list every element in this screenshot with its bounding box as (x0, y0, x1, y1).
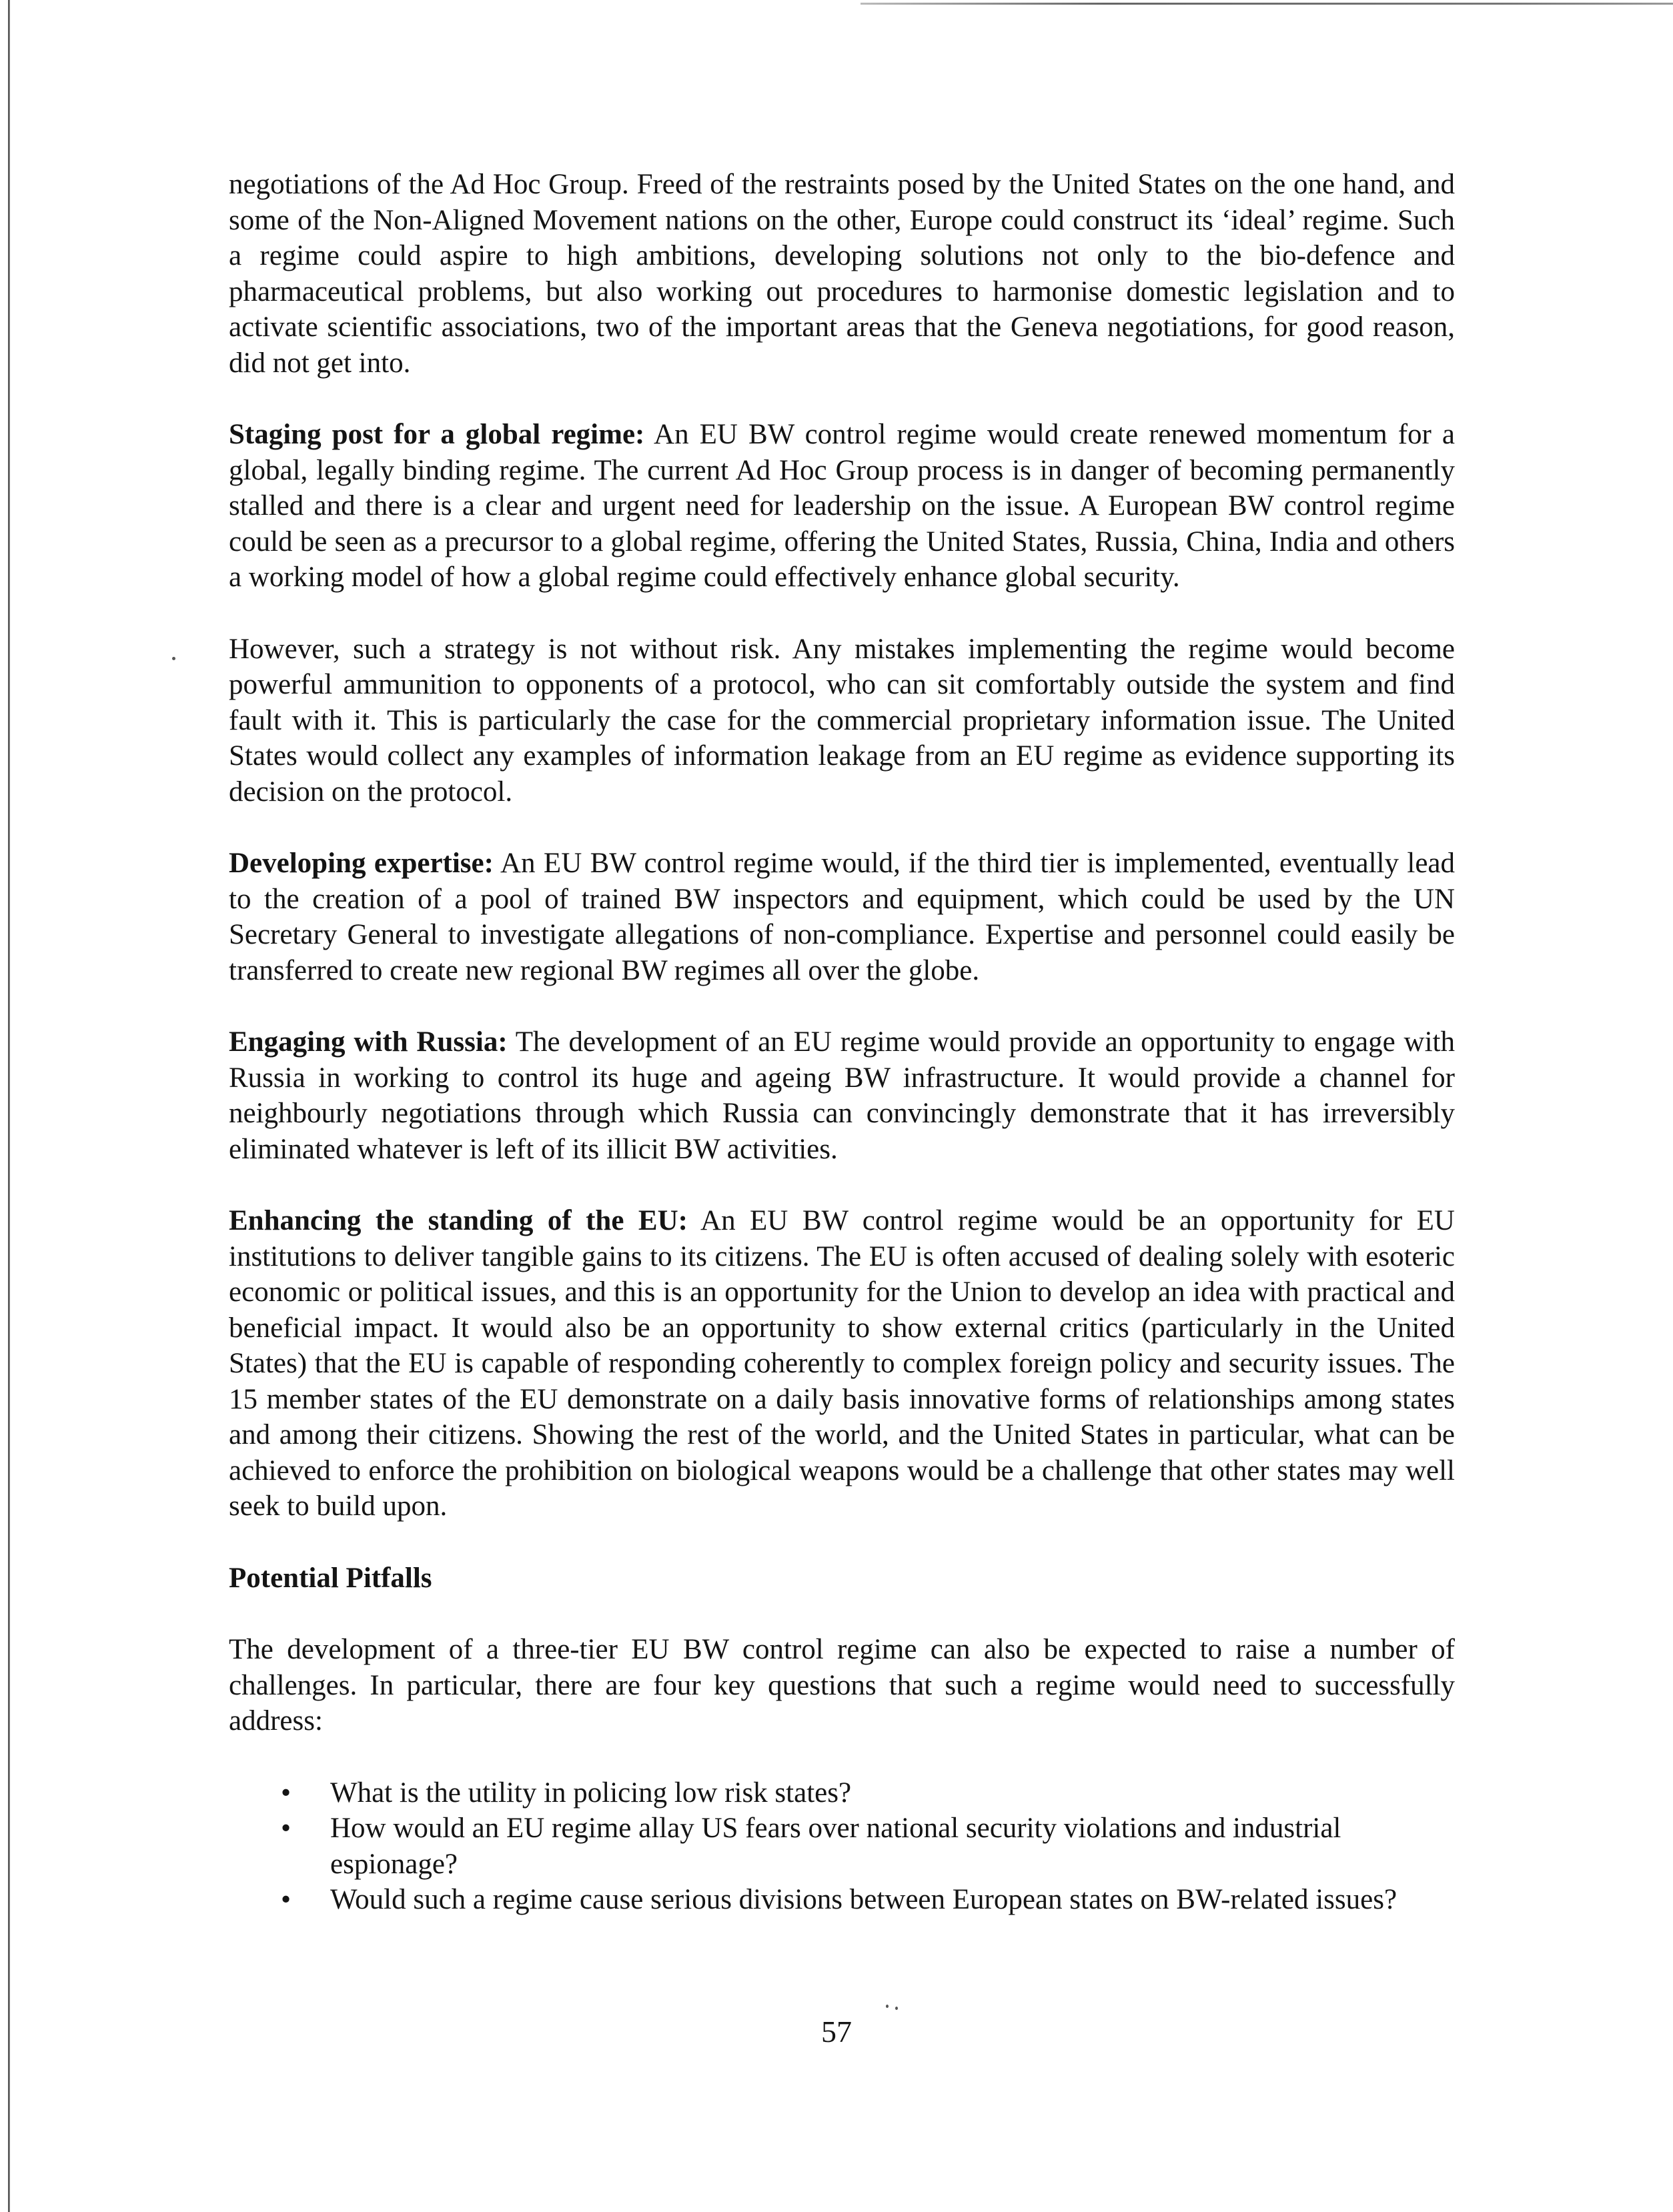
paragraph-lead: Staging post for a global regime: (229, 419, 645, 450)
paragraph-text: An EU BW control regime would create renewed momentum for a global, legally binding regime. The current Ad Hoc Group process is in danger of becoming permanently stalled and there is a clear and urgent need for leadership on the issue. A European BW control regime could be seen as a precursor to a global regime, offering the United States, Russia, China, India and others a working model of how a global regime could effectively enhance global security. (229, 419, 1455, 593)
paragraph-lead: Developing expertise: (229, 848, 494, 879)
paragraph-lead: Enhancing the standing of the EU: (229, 1205, 688, 1236)
scan-speck (172, 657, 175, 660)
paragraph-staging-post (229, 417, 1455, 596)
bullet-icon: • (281, 1813, 292, 1844)
paragraph-risk (229, 632, 1455, 810)
list-item (229, 1811, 1455, 1882)
document-body (229, 167, 1455, 1918)
paragraph-continuation (229, 167, 1455, 381)
paragraph-text: An EU BW control regime would be an opportunity for EU institutions to deliver tangible gains to its citizens. The EU is often accused of dealing solely with esoteric economic or political issues, and this is an opportunity for the Union to develop an idea with practical and beneficial impact. It would also be an opportunity to show external critics (particularly in the United States) that the EU is capable of responding coherently to complex foreign policy and security issues. The 15 member states of the EU demonstrate on a daily basis innovative forms of relationships among states and among their citizens. Showing the rest of the world, and the United States in particular, what can be achieved to enforce the prohibition on biological weapons would be a challenge that other states may well seek to build upon. (229, 1205, 1455, 1522)
paragraph-text: negotiations of the Ad Hoc Group. Freed of the restraints posed by the United States on the one hand, and some of the Non-Aligned Movement nations on the other, Europe could construct its ‘ideal’ regime. Such a regime could aspire to high ambitions, developing solutions not only to the bio-defence and pharmaceutical problems, but also working out procedures to harmonise domestic legislation and to activate scientific associations, two of the important areas that the Geneva negotiations, for good reason, did not get into. (229, 169, 1455, 379)
section-intro: The development of a three-tier EU BW control regime can also be expected to raise a number of challenges. In particular, there are four key questions that such a regime would need to successfully address: (229, 1634, 1455, 1737)
list-item (229, 1882, 1455, 1918)
section-heading: Potential Pitfalls (229, 1562, 432, 1594)
list-item-text: What is the utility in policing low risk states? (330, 1777, 852, 1809)
scan-edge-line (8, 0, 10, 2212)
paragraph-text: The development of an EU regime would provide an opportunity to engage with Russia in working to control its huge and ageing BW infrastructure. It would provide a channel for neighbourly negotiations through which Russia can convincingly demonstrate that it has irreversibly eliminated whatever is left of its illicit BW activities. (229, 1026, 1455, 1165)
paragraph-engaging-russia (229, 1024, 1455, 1167)
scan-speck (886, 2005, 889, 2008)
paragraph-developing-expertise (229, 846, 1455, 988)
list-item (229, 1775, 1455, 1811)
list-item-text: Would such a regime cause serious divisions between European states on BW-related issues? (330, 1884, 1398, 1915)
paragraph-text: However, such a strategy is not without risk. Any mistakes implementing the regime would become powerful ammunition to opponents of a protocol, who can sit comfortably outside the system and find fault with it. This is particularly the case for the commercial proprietary information issue. The United States would collect any examples of information leakage from an EU regime as evidence supporting its decision on the protocol. (229, 633, 1455, 808)
list-item-text: How would an EU regime allay US fears over national security violations and industrial espionage? (330, 1813, 1341, 1880)
paragraph-lead: Engaging with Russia: (229, 1026, 508, 1058)
scan-top-line (861, 3, 1673, 5)
bullet-icon: • (281, 1884, 292, 1915)
scan-speck (895, 2007, 898, 2010)
questions-list (229, 1775, 1455, 1918)
bullet-icon: • (281, 1777, 292, 1809)
paragraph-standing-eu (229, 1203, 1455, 1524)
page-number: 57 (821, 2015, 852, 2049)
paragraph-text: An EU BW control regime would, if the third tier is implemented, eventually lead to the creation of a pool of trained BW inspectors and equipment, which could be used by the UN Secretary General to investigate allegations of non-compliance. Expertise and personnel could easily be transferred to create new regional BW regimes all over the globe. (229, 848, 1455, 986)
